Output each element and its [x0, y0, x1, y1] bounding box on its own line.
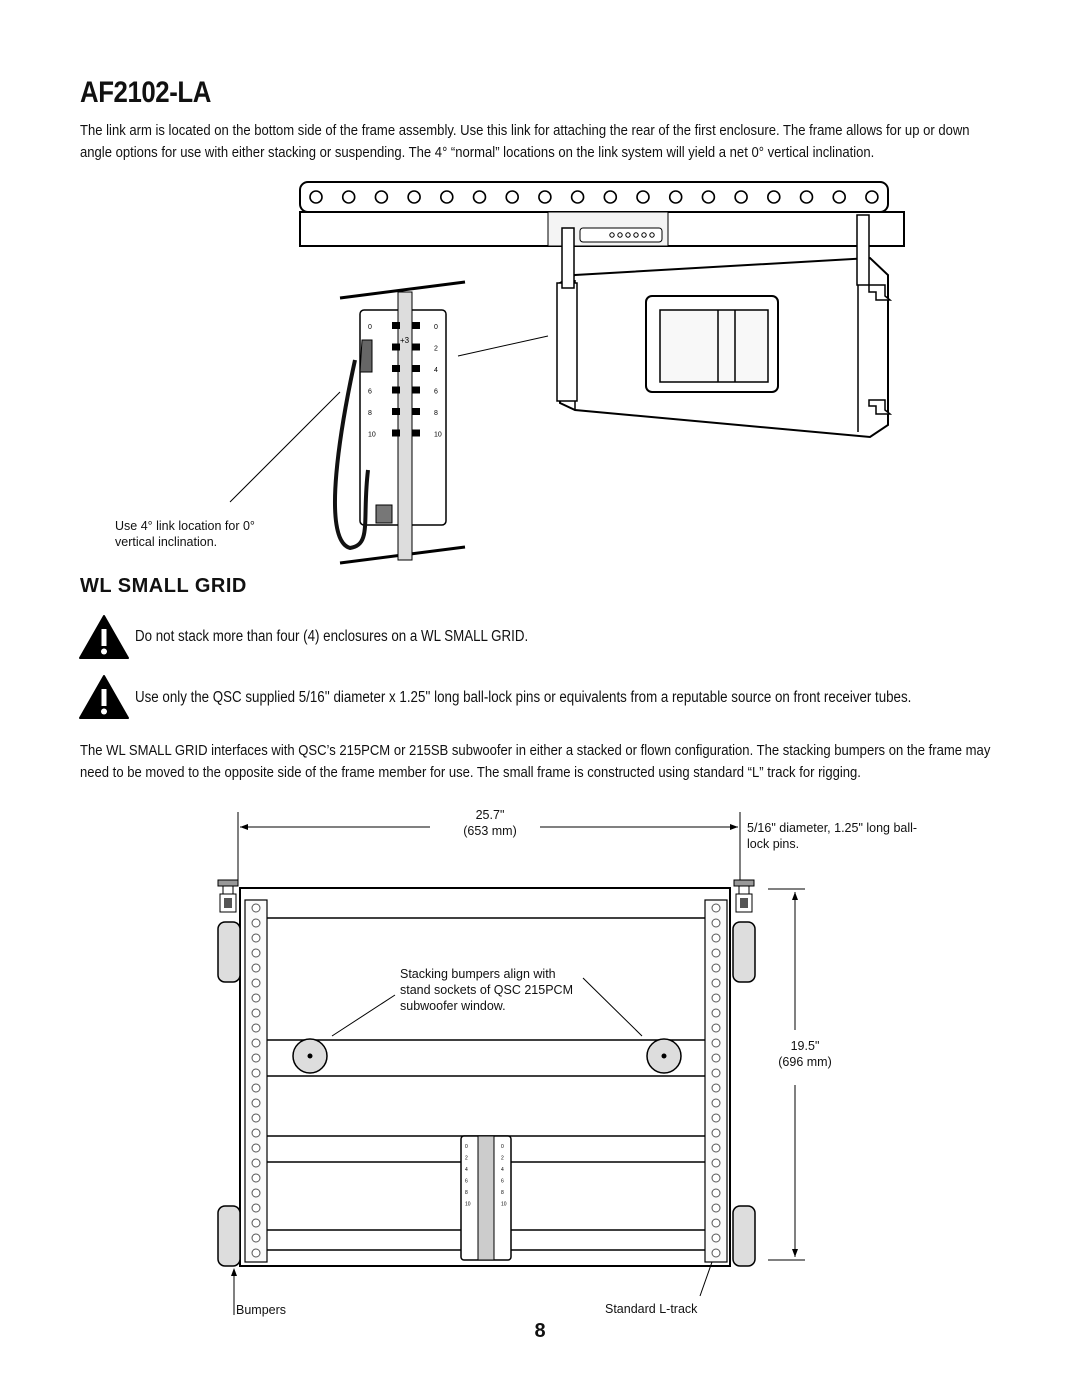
page-title: AF2102-LA	[80, 76, 211, 109]
track-hole	[712, 1174, 720, 1182]
scale-mark	[392, 387, 400, 394]
link-scale-number: 6	[465, 1178, 468, 1185]
body-paragraph: The WL SMALL GRID interfaces with QSC’s 215PCM or 215SB subwoofer in either a stacked or flown configuration. The stacking bumpers on the frame may need to be moved to the opposite side of the frame member for use. The small frame is constructed using standard “L” track for rigging.	[80, 742, 991, 781]
scale-mark	[412, 365, 420, 372]
track-hole	[252, 1024, 260, 1032]
track-hole	[252, 904, 260, 912]
track-hole	[252, 994, 260, 1002]
track-hole	[252, 979, 260, 987]
warning-text-pins: Use only the QSC supplied 5/16'' diameter x 1.25'' long ball-lock pins or equivalents from a reputable source on front receiver tubes.	[135, 689, 912, 706]
link-scale-number: 8	[465, 1190, 468, 1196]
rail-hole	[735, 191, 747, 203]
width-mm: (653 mm)	[463, 824, 517, 838]
track-hole	[712, 1159, 720, 1167]
track-hole	[252, 919, 260, 927]
track-hole	[252, 1069, 260, 1077]
scale-mark	[412, 344, 420, 351]
link-scale-number: 4	[465, 1167, 468, 1173]
scale-mark	[412, 430, 420, 437]
scale-mark	[392, 408, 400, 415]
scale-mark	[412, 322, 420, 329]
track-hole	[252, 1144, 260, 1152]
scale-mark	[392, 365, 400, 372]
width-dimension	[440, 807, 540, 839]
track-hole	[712, 1039, 720, 1047]
track-hole	[252, 934, 260, 942]
scale-number-left: 0	[368, 324, 372, 331]
pins-label: 5/16" diameter, 1.25" long ball-lock pins.	[747, 821, 918, 851]
rail-hole	[637, 191, 649, 203]
bumpers-label: Bumpers	[236, 1303, 287, 1317]
track-hole	[712, 904, 720, 912]
rail-hole	[626, 233, 630, 237]
rail-hole	[833, 191, 845, 203]
track-hole	[712, 949, 720, 957]
link-label: +3	[400, 336, 410, 345]
rail-hole	[634, 233, 638, 237]
scale-number-right: 8	[434, 410, 438, 417]
page-number: 8	[534, 1320, 546, 1342]
link-scale-number: 2	[501, 1155, 504, 1162]
track-hole	[252, 1039, 260, 1047]
rail-hole	[441, 191, 453, 203]
link-scale-number: 4	[501, 1167, 504, 1173]
scale-number-left: 10	[368, 431, 376, 439]
warning-text-stack: Do not stack more than four (4) enclosures on a WL SMALL GRID.	[135, 628, 529, 645]
link-scale-number: 0	[501, 1144, 504, 1150]
bumper	[293, 1039, 327, 1073]
section-title: WL SMALL GRID	[80, 575, 247, 597]
track-hole	[252, 964, 260, 972]
track-hole	[712, 1024, 720, 1032]
rail-hole	[310, 191, 322, 203]
rail-hole	[343, 191, 355, 203]
track-hole	[252, 1219, 260, 1227]
callout-line-left	[230, 392, 340, 502]
track-hole	[252, 1009, 260, 1017]
track-hole	[712, 1189, 720, 1197]
track-label: Standard L-track	[605, 1302, 698, 1316]
link-scale-number: 8	[501, 1190, 504, 1196]
frame-diagram	[0, 0, 1080, 575]
scale-number-right: 0	[434, 324, 438, 331]
rail-hole	[539, 191, 551, 203]
height-dimension	[770, 1038, 840, 1070]
width-in: 25.7"	[475, 808, 505, 822]
link-scale-number: 2	[465, 1155, 468, 1162]
scale-mark	[392, 344, 400, 351]
rail-hole	[642, 233, 646, 237]
rail-hole	[768, 191, 780, 203]
track-hole	[252, 1129, 260, 1137]
link-detail	[335, 282, 465, 563]
height-in: 19.5"	[790, 1039, 820, 1053]
track-hole	[712, 919, 720, 927]
rail-hole	[375, 191, 387, 203]
bumpers-note: Stacking bumpers align with stand sockets of QSC 215PCM subwoofer window.	[400, 967, 573, 1013]
scale-number-right: 10	[434, 431, 442, 439]
track-hole	[712, 1129, 720, 1137]
rail-hole	[650, 233, 654, 237]
scale-number-left: 8	[368, 410, 372, 417]
scale-number-left: 6	[368, 388, 372, 396]
track-hole	[252, 1099, 260, 1107]
track-hole	[252, 1189, 260, 1197]
scale-number-right: 2	[434, 345, 438, 353]
track-hole	[712, 1009, 720, 1017]
rail-hole	[506, 191, 518, 203]
track-hole	[712, 1054, 720, 1062]
scale-mark	[412, 408, 420, 415]
callout-link-location: Use 4° link location for 0° vertical inclination.	[115, 519, 255, 549]
link-scale-number: 10	[501, 1201, 507, 1208]
track-hole	[252, 1159, 260, 1167]
ball-lock-pin	[218, 880, 238, 912]
track-hole	[252, 1249, 260, 1257]
callout-line-right	[458, 336, 548, 356]
track-hole	[252, 949, 260, 957]
frame-rail	[300, 182, 904, 246]
track-hole	[712, 1114, 720, 1122]
rail-hole	[801, 191, 813, 203]
rail-hole	[866, 191, 878, 203]
link-scale-number: 6	[501, 1178, 504, 1185]
rail-hole	[670, 191, 682, 203]
rail-hole	[618, 233, 622, 237]
track-hole	[252, 1084, 260, 1092]
scale-number-right: 4	[434, 367, 438, 374]
track-hole	[712, 964, 720, 972]
rail-hole	[610, 233, 614, 237]
track-hole	[252, 1054, 260, 1062]
bumper	[647, 1039, 681, 1073]
track-hole	[712, 1249, 720, 1257]
scale-mark	[392, 430, 400, 437]
track-hole	[252, 1204, 260, 1212]
track-hole	[252, 1234, 260, 1242]
rail-hole	[702, 191, 714, 203]
scale-mark	[412, 387, 420, 394]
rail-hole	[572, 191, 584, 203]
scale-number-right: 6	[434, 388, 438, 396]
track-hole	[712, 934, 720, 942]
scale-mark	[392, 322, 400, 329]
enclosure	[557, 215, 890, 437]
track-hole	[712, 1084, 720, 1092]
rail-hole	[408, 191, 420, 203]
track-hole	[252, 1114, 260, 1122]
warning-icon	[78, 614, 130, 660]
ball-lock-pin	[734, 880, 754, 912]
small-grid-diagram	[0, 800, 1080, 1320]
height-mm: (696 mm)	[778, 1055, 832, 1069]
link-scale-number: 0	[465, 1144, 468, 1150]
rail-hole	[474, 191, 486, 203]
warning-icon	[78, 674, 130, 720]
track-hole	[712, 1069, 720, 1077]
track-hole	[712, 1099, 720, 1107]
track-hole	[252, 1174, 260, 1182]
track-hole	[712, 979, 720, 987]
link-scale-number: 10	[465, 1201, 471, 1208]
track-hole	[712, 1144, 720, 1152]
track-hole	[712, 1219, 720, 1227]
rail-hole	[604, 191, 616, 203]
intro-paragraph: The link arm is located on the bottom side of the frame assembly. Use this link for attaching the rear of the first enclosure. The frame allows for up or down angle options for use with either stacking or suspending. The 4° “normal” locations on the link system will yield a net 0° vertical inclination.	[80, 122, 970, 161]
track-hole	[712, 994, 720, 1002]
track-hole	[712, 1204, 720, 1212]
track-hole	[712, 1234, 720, 1242]
